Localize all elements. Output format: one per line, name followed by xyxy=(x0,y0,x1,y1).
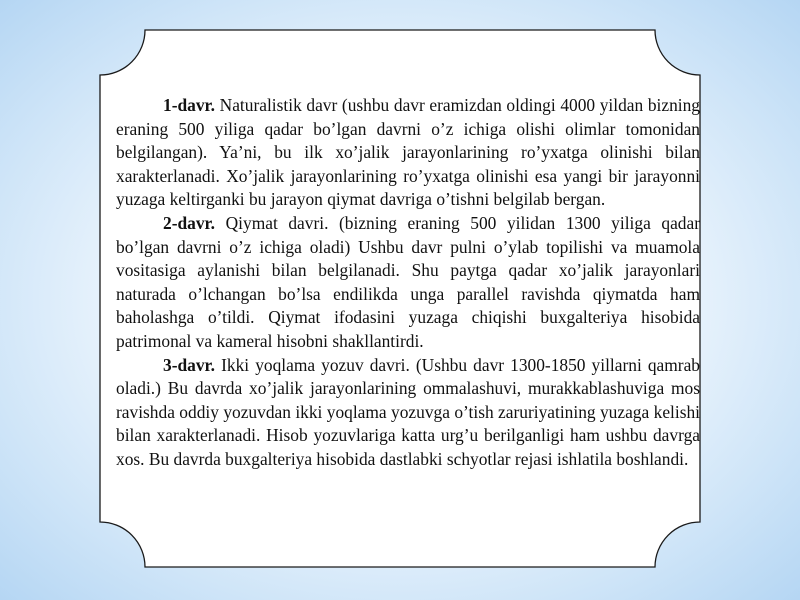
paragraph-period-2 xyxy=(116,212,700,354)
period-3-text: Ikki yoqlama yozuv davri. (Ushbu davr 1300-1850 yillarni qamrab oladi.) Bu davrda xo’jalik jarayonlarining ommalashuvi, murakkablashuviga mos ravishda oddiy yozuvdan ikki yoqlama yozuvga o’tish zaruriyatining yuzaga kelishi bilan xarakterlanadi. Hisob yozuvlariga katta urg’u berilganligi ham ushbu davrga xos. Bu davrda buxgalteriya hisobida dastlabki schyotlar rejasi ishlatila boshlandi. xyxy=(116,354,700,469)
period-1-text: Naturalistik davr (ushbu davr eramizdan oldingi 4000 yildan bizning eraning 500 yiliga qadar bo’lgan davrni o’z ichiga olishi olimlar tomonidan belgilangan). Ya’ni, bu ilk xo’jalik jarayonlarining ro’yxatga olinishi bilan xarakterlanadi. Xo’jalik jarayonlarining ro’yxatga olinishi esa yangi bir jarayonni yuzaga keltirganki bu jarayon qiymat davriga o’tishni belgilab bergan. xyxy=(116,95,700,210)
paragraph-period-3 xyxy=(116,354,700,472)
period-2-text: Qiymat davri. (bizning eraning 500 yilidan 1300 yiliga qadar bo’lgan davrni o’z ichiga oladi) Ushbu davr pulni o’ylab topilishi va muamola vositasiga aylanishi bilan belgilanadi. Shu paytga qadar xo’jalik jarayonlari naturada o’lchangan bo’lsa endilikda unga parallel ravishda qiymatda ham baholashga o’tildi. Qiymat ifodasini yuzaga chiqishi buxgalteriya hisobida patrimonal va kameral hisobni shakllantirdi. xyxy=(116,212,700,351)
period-1-heading: 1-davr. xyxy=(163,95,216,115)
paragraph-period-1 xyxy=(116,94,700,212)
period-3-heading: 3-davr. xyxy=(163,354,216,375)
document-text xyxy=(116,94,700,472)
period-2-heading: 2-davr. xyxy=(163,212,216,233)
